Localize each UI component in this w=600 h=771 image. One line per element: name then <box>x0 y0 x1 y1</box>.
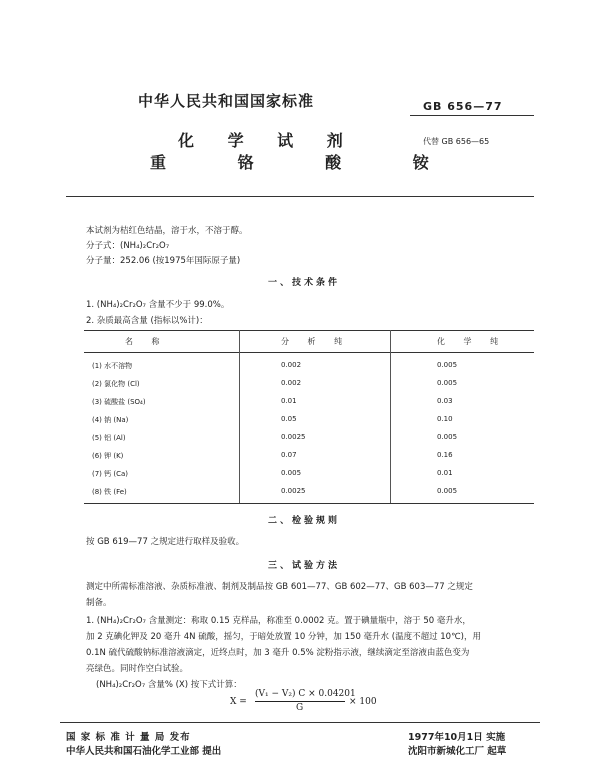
chemical-value: 0.005 <box>437 487 458 495</box>
section-heading-technical: 一、技术条件 <box>268 278 341 288</box>
drafter-line: 沈阳市新城化工厂 起草 <box>408 746 507 757</box>
table-header-name: 名 称 <box>125 337 168 346</box>
national-standard-title: 中华人民共和国国家标准 <box>138 92 315 110</box>
methods-para2-line4: 亮绿色。同时作空白试验。 <box>86 664 189 674</box>
methods-para1-line2: 制备。 <box>86 598 112 608</box>
table-top-border <box>84 330 534 331</box>
inspection-rule-text: 按 GB 619—77 之规定进行取样及验收。 <box>86 537 245 547</box>
table-header-chemical: 化 学 纯 <box>437 337 507 346</box>
molecular-weight: 分子量：252.06 (按1975年国际原子量) <box>86 256 241 266</box>
chemical-value: 0.005 <box>437 433 458 441</box>
standard-number: GB 656—77 <box>423 100 503 113</box>
table-bottom-border <box>84 503 534 504</box>
analytical-value: 0.0025 <box>281 433 306 441</box>
product-name-title: 重 铬 酸 铵 <box>150 153 462 172</box>
chemical-value: 0.10 <box>437 415 453 423</box>
impurity-name: (5) 铝 (Al) <box>92 434 126 442</box>
formula-tail: × 100 <box>349 697 377 707</box>
table-header-analytical: 分 析 纯 <box>281 337 351 346</box>
header-divider-right <box>410 115 534 116</box>
category-title: 化 学 试 剂 <box>178 131 357 150</box>
analytical-value: 0.002 <box>281 379 302 387</box>
impurity-name: (7) 钙 (Ca) <box>92 470 129 478</box>
formula-numerator: (V₁ − V₂) C × 0.04201 <box>255 689 356 699</box>
section-heading-inspection: 二、检验规则 <box>268 516 341 526</box>
impurity-name: (4) 钠 (Na) <box>92 416 129 424</box>
impurity-name: (1) 水不溶物 <box>92 362 133 370</box>
chemical-value: 0.03 <box>437 397 453 405</box>
formula-denominator: G <box>296 703 304 713</box>
table-col-divider-1 <box>239 330 240 503</box>
methods-para2-line3: 0.1N 硫代硫酸钠标准溶液滴定，近终点时，加 3 毫升 0.5% 淀粉指示液，继续滴定至溶液由蓝色变为 <box>86 648 470 658</box>
impurity-name: (3) 硫酸盐 (SO₄) <box>92 398 146 406</box>
chemical-value: 0.16 <box>437 451 453 459</box>
analytical-value: 0.07 <box>281 451 297 459</box>
header-divider <box>66 196 534 197</box>
proposer-line: 中华人民共和国石油化学工业部 提出 <box>66 746 222 757</box>
table-col-divider-2 <box>390 330 391 503</box>
replaces-note: 代替 GB 656—65 <box>423 137 490 146</box>
fraction-bar <box>255 701 345 702</box>
impurity-name: (8) 铁 (Fe) <box>92 488 127 496</box>
table-header-border <box>84 352 534 353</box>
analytical-value: 0.002 <box>281 361 302 369</box>
issuer-line: 国 家 标 准 计 量 局 发布 <box>66 732 191 743</box>
methods-para2-line1: 1. (NH₄)₂Cr₂O₇ 含量测定：称取 0.15 克样品，称准至 0.0002 克。置于碘量瓶中，溶于 50 毫升水， <box>86 616 471 626</box>
analytical-value: 0.01 <box>281 397 297 405</box>
impurity-name: (2) 氯化物 (Cl) <box>92 380 140 388</box>
analytical-value: 0.0025 <box>281 487 306 495</box>
chemical-value: 0.005 <box>437 379 458 387</box>
content-requirement: 1. (NH₄)₂Cr₂O₇ 含量不少于 99.0%。 <box>86 300 230 310</box>
methods-para2-line2: 加 2 克碘化钾及 20 毫升 4N 硫酸，摇匀，于暗处放置 10 分钟，加 150 毫升水 (温度不超过 10℃)，用 <box>86 632 481 642</box>
chemical-value: 0.01 <box>437 469 453 477</box>
effective-date: 1977年10月1日 实施 <box>408 732 506 743</box>
calculation-intro: (NH₄)₂Cr₂O₇ 含量% (X) 按下式计算： <box>96 680 242 690</box>
molecular-formula: 分子式：(NH₄)₂Cr₂O₇ <box>86 241 170 251</box>
impurity-name: (6) 钾 (K) <box>92 452 124 460</box>
section-heading-methods: 三、试验方法 <box>268 561 341 571</box>
chemical-value: 0.005 <box>437 361 458 369</box>
analytical-value: 0.05 <box>281 415 297 423</box>
methods-para1-line1: 测定中所需标准溶液、杂质标准液、制剂及制品按 GB 601—77、GB 602—77、GB 603—77 之规定 <box>86 582 473 592</box>
impurity-heading: 2. 杂质最高含量 (指标以%计)： <box>86 316 208 326</box>
description-text: 本试剂为桔红色结晶，溶于水，不溶于醇。 <box>86 226 248 236</box>
footer-divider <box>60 722 540 723</box>
analytical-value: 0.005 <box>281 469 302 477</box>
formula-lhs: X = <box>230 697 247 707</box>
